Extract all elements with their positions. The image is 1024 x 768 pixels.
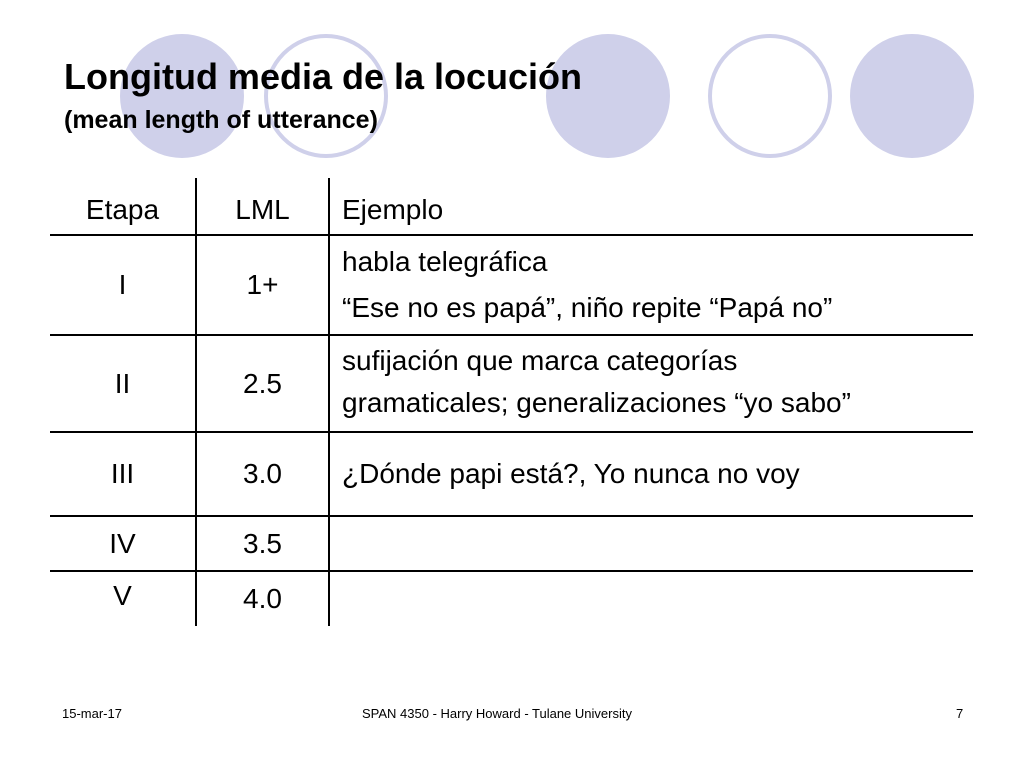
- row-2-example-line-2: gramaticales; generalizaciones “yo sabo”: [342, 387, 851, 418]
- row-1-mlu: 1+: [246, 269, 279, 300]
- row-3-mlu: 3.0: [243, 458, 282, 489]
- circle-filled-3: [850, 34, 974, 158]
- footer-page-number: 7: [956, 706, 964, 721]
- row-1-stage: I: [118, 269, 127, 300]
- row-2-example-line-1: sufijación que marca categorías: [342, 345, 738, 376]
- slide-title: Longitud media de la locución: [64, 56, 583, 97]
- footer-course: SPAN 4350 - Harry Howard - Tulane University: [362, 706, 632, 721]
- circle-outline-2: [710, 36, 830, 156]
- row-1-example-line-2: “Ese no es papá”, niño repite “Papá no”: [342, 292, 833, 323]
- footer-date: 15-mar-17: [62, 706, 122, 721]
- column-divider-2: [328, 178, 330, 626]
- row-5-stage: V: [113, 580, 132, 611]
- mlu-table: [50, 178, 973, 626]
- row-1-example: [342, 240, 967, 330]
- header-stage: Etapa: [85, 194, 160, 225]
- header-example: Ejemplo: [342, 194, 444, 225]
- row-4-stage: IV: [109, 527, 136, 559]
- row-4-mlu: 3.5: [243, 527, 282, 559]
- row-2-example: [342, 344, 967, 420]
- row-3-stage: III: [110, 458, 135, 489]
- row-1-example-line-1: habla telegráfica: [342, 246, 548, 277]
- header-mlu: LML: [235, 194, 290, 225]
- row-2-stage: II: [114, 367, 131, 399]
- row-5-mlu: 4.0: [243, 583, 282, 614]
- row-3-example: ¿Dónde papi está?, Yo nunca no voy: [342, 458, 800, 489]
- row-2-mlu: 2.5: [243, 367, 282, 399]
- slide-subtitle: (mean length of utterance): [64, 106, 378, 134]
